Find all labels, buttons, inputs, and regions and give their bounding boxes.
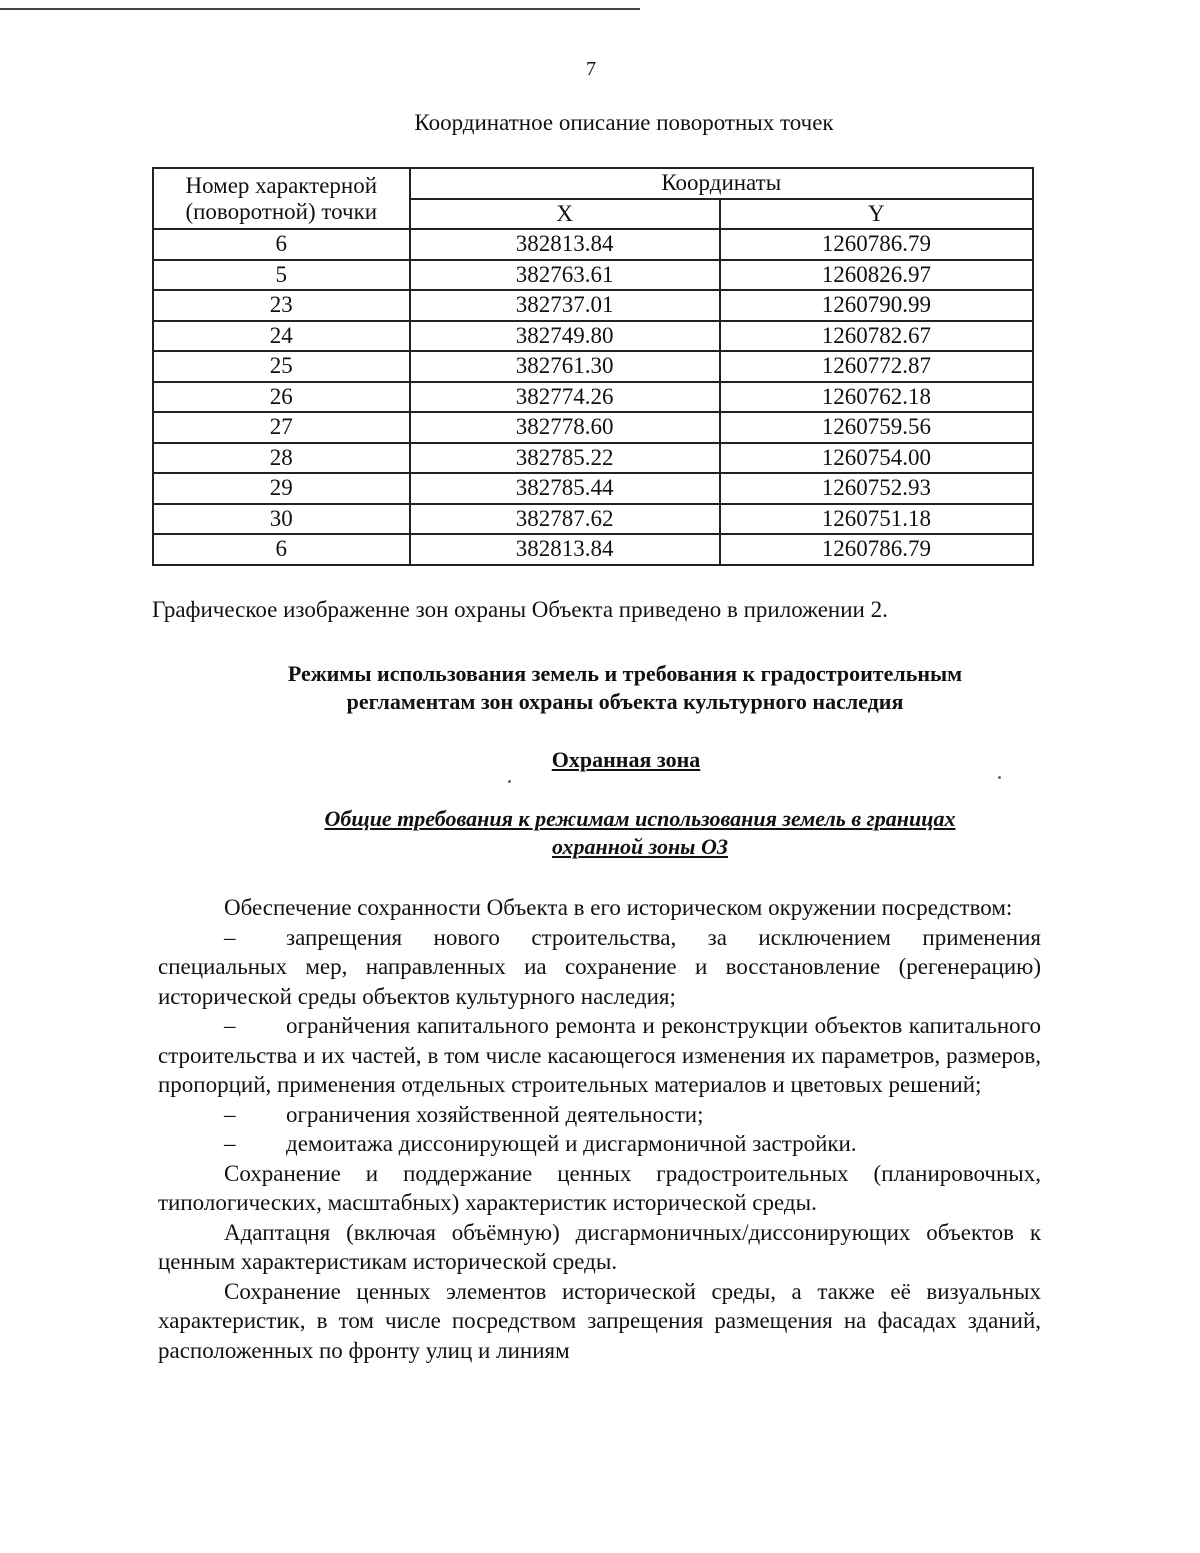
y-coordinate-cell: 1260751.18 (720, 504, 1033, 535)
list-item-text: ограничения хозяйственной деятельности; (286, 1101, 704, 1127)
body-text (158, 893, 1041, 1365)
paragraph-preservation-intro: Обеспечение сохранности Объекта в его историческом окружении посредством: (224, 895, 1013, 920)
point-number-cell: 26 (153, 382, 410, 413)
requirements-heading-line2: охранной зоны ОЗ (551, 834, 729, 859)
y-coordinate-cell: 1260772.87 (720, 351, 1033, 382)
scan-speck (508, 780, 511, 783)
y-coordinate-cell: 1260786.79 (720, 229, 1033, 260)
section-heading-line1: Режимы использования земель и требования к градостроительным (287, 661, 963, 686)
point-number-cell: 6 (153, 229, 410, 260)
x-coordinate-cell: 382778.60 (410, 412, 720, 443)
table-row (153, 351, 1033, 382)
coordinates-header: Координаты (410, 168, 1033, 199)
point-number-cell: 24 (153, 321, 410, 352)
table-row (153, 534, 1033, 565)
requirements-heading-line1: Общие требования к режимам использования земель в границах (324, 806, 956, 831)
scan-edge-line (0, 8, 640, 10)
table-row (153, 321, 1033, 352)
y-coordinate-cell: 1260826.97 (720, 260, 1033, 291)
dash-mark: – (224, 924, 236, 950)
y-coordinate-cell: 1260762.18 (720, 382, 1033, 413)
y-coordinate-cell: 1260782.67 (720, 321, 1033, 352)
page-number: 7 (586, 58, 596, 80)
table-row (153, 473, 1033, 504)
x-coordinate-cell: 382774.26 (410, 382, 720, 413)
graphic-note: Графическое изображенне зон охраны Объекта приведено в приложении 2. (152, 597, 888, 622)
x-coordinate-cell: 382813.84 (410, 534, 720, 565)
point-number-cell: 28 (153, 443, 410, 474)
y-column-header: Y (720, 199, 1033, 230)
list-item (158, 923, 1041, 1012)
scan-speck (998, 776, 1001, 779)
x-column-header: X (410, 199, 720, 230)
y-coordinate-cell: 1260759.56 (720, 412, 1033, 443)
y-coordinate-cell: 1260754.00 (720, 443, 1033, 474)
table-title: Координатное описание поворотных точек (414, 110, 834, 135)
section-heading-line2: регламентам зон охраны объекта культурного наследия (346, 689, 904, 714)
point-number-cell: 5 (153, 260, 410, 291)
dash-mark: – (224, 1101, 236, 1127)
requirements-heading (200, 805, 1080, 861)
x-coordinate-cell: 382763.61 (410, 260, 720, 291)
point-number-cell: 23 (153, 290, 410, 321)
list-item-text: демоитажа диссонирующей и дисгармоничной застройки. (286, 1131, 857, 1156)
table-row (153, 443, 1033, 474)
paragraph-visual-elements: Сохранение ценных элементов исторической среды, а также её визуальных характеристик, в том числе посредством запрещения размещения на фасадах зданий, расположенных по фронту улиц и линиям (158, 1278, 1041, 1363)
paragraph-adaptation: Адаптацня (включая объёмную) дисгармоничных/диссонирующих объектов к ценным характеристикам исторической среды. (158, 1219, 1041, 1274)
y-coordinate-cell: 1260786.79 (720, 534, 1033, 565)
point-number-cell: 25 (153, 351, 410, 382)
list-item-text: огранйчения капитального ремонта и реконструкции объектов капитального строительства и их частей, в том числе касающегося изменения их параметров, размеров, пропорций, применения отдельных строительных материалов и цветовых решений; (158, 1013, 1041, 1097)
point-number-cell: 29 (153, 473, 410, 504)
point-number-cell: 27 (153, 412, 410, 443)
point-number-header-line2: (поворотной) точки (185, 198, 378, 224)
dash-mark: – (224, 1013, 236, 1038)
x-coordinate-cell: 382749.80 (410, 321, 720, 352)
table-row (153, 412, 1033, 443)
list-item (158, 1129, 1041, 1159)
table-row (153, 382, 1033, 413)
point-number-header-line1: Номер характерной (185, 172, 378, 198)
table-row (153, 290, 1033, 321)
dash-mark: – (224, 1131, 236, 1156)
section-heading (160, 660, 1090, 716)
x-coordinate-cell: 382787.62 (410, 504, 720, 535)
x-coordinate-cell: 382761.30 (410, 351, 720, 382)
y-coordinate-cell: 1260790.99 (720, 290, 1033, 321)
point-number-cell: 30 (153, 504, 410, 535)
point-number-cell: 6 (153, 534, 410, 565)
x-coordinate-cell: 382737.01 (410, 290, 720, 321)
y-coordinate-cell: 1260752.93 (720, 473, 1033, 504)
list-item (158, 1011, 1041, 1100)
paragraph-preservation-characteristics: Сохранение и поддержание ценных градостроительных (планировочных, типологических, масштабных) характеристик исторической среды. (158, 1160, 1041, 1215)
point-number-header (153, 168, 410, 229)
table-row (153, 229, 1033, 260)
table-header-row (153, 168, 1033, 199)
list-item-text: запрещения нового строительства, за исключением применения специальных мер, направленных иа сохранение и восстановление (регенерацию) исторической среды объектов культурного наследия; (158, 924, 1041, 1009)
list-item (158, 1100, 1041, 1130)
x-coordinate-cell: 382785.44 (410, 473, 720, 504)
table-row (153, 260, 1033, 291)
zone-heading: Охранная зона (551, 747, 701, 772)
x-coordinate-cell: 382813.84 (410, 229, 720, 260)
x-coordinate-cell: 382785.22 (410, 443, 720, 474)
table-row (153, 504, 1033, 535)
coordinates-table (152, 167, 1034, 566)
